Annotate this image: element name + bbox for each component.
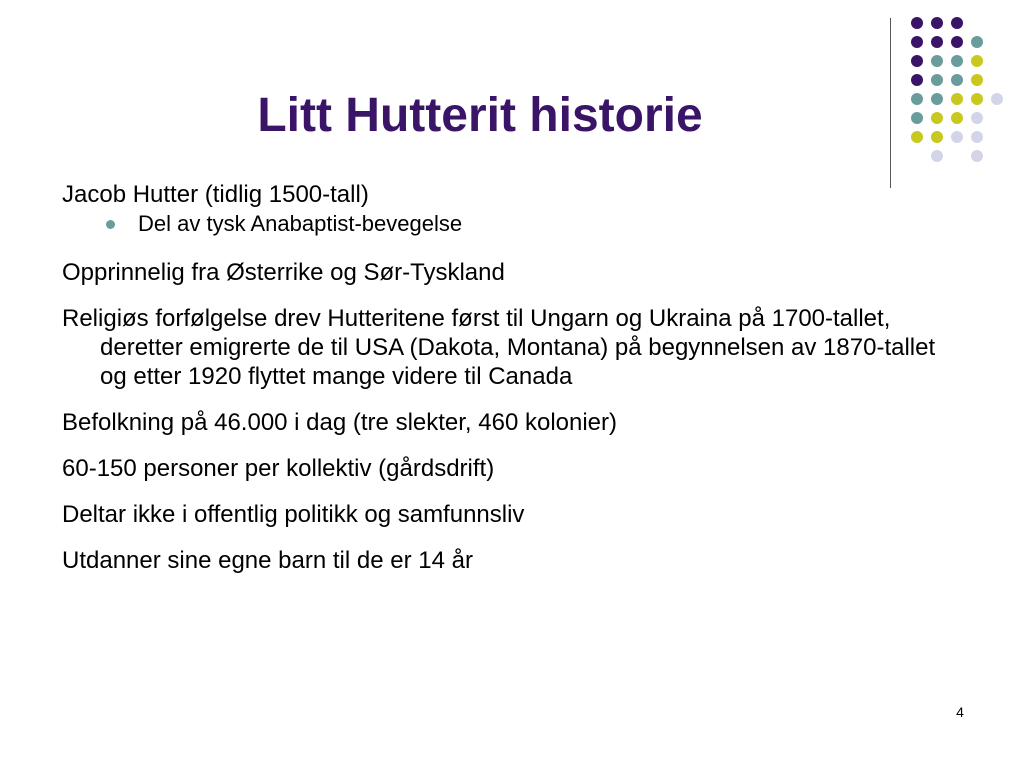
slide-content <box>62 180 962 592</box>
dot <box>911 55 923 67</box>
dot <box>971 150 983 162</box>
dot <box>911 36 923 48</box>
bullet-item: Opprinnelig fra Østerrike og Sør-Tyskland <box>62 259 505 286</box>
bullet-dot-icon <box>106 220 115 229</box>
bullet-item: Religiøs forfølgelse drev Hutteritene først til Ungarn og Ukraina på 1700-tallet, deretter emigrerte de til USA (Dakota, Montana) på begynnelsen av 1870-tallet og etter 1920 flyttet mange videre til Canada <box>62 305 936 390</box>
bullet-item: Befolkning på 46.000 i dag (tre slekter, 460 kolonier) <box>62 409 618 436</box>
dot <box>931 131 943 143</box>
dot <box>951 112 963 124</box>
dot <box>951 36 963 48</box>
dot <box>951 17 963 29</box>
dot <box>911 74 923 86</box>
vertical-divider <box>890 18 891 188</box>
sub-bullet-text: Del av tysk Anabaptist-bevegelse <box>138 211 463 236</box>
page-number: 4 <box>956 704 964 720</box>
dot <box>931 150 943 162</box>
dot <box>911 112 923 124</box>
dot <box>991 93 1003 105</box>
bullet-item: Deltar ikke i offentlig politikk og samfunnsliv <box>62 501 525 528</box>
dot <box>931 112 943 124</box>
bullet-item: Utdanner sine egne barn til de er 14 år <box>62 547 473 574</box>
dot <box>971 55 983 67</box>
dot <box>931 74 943 86</box>
dot <box>911 93 923 105</box>
bullet-item: 60-150 personer per kollektiv (gårdsdrift) <box>62 455 495 482</box>
dot <box>951 55 963 67</box>
bullet-item: Jacob Hutter (tidlig 1500-tall) <box>62 181 369 208</box>
dot <box>951 131 963 143</box>
sub-bullet-item <box>62 211 962 237</box>
dot <box>951 93 963 105</box>
dot <box>911 17 923 29</box>
dot <box>931 36 943 48</box>
dot <box>971 131 983 143</box>
dot <box>971 74 983 86</box>
dot <box>911 131 923 143</box>
dot <box>931 93 943 105</box>
slide-title: Litt Hutterit historie <box>257 89 703 142</box>
dot <box>951 74 963 86</box>
dot <box>931 55 943 67</box>
dot <box>971 36 983 48</box>
dot <box>931 17 943 29</box>
dot <box>971 93 983 105</box>
dot <box>971 112 983 124</box>
